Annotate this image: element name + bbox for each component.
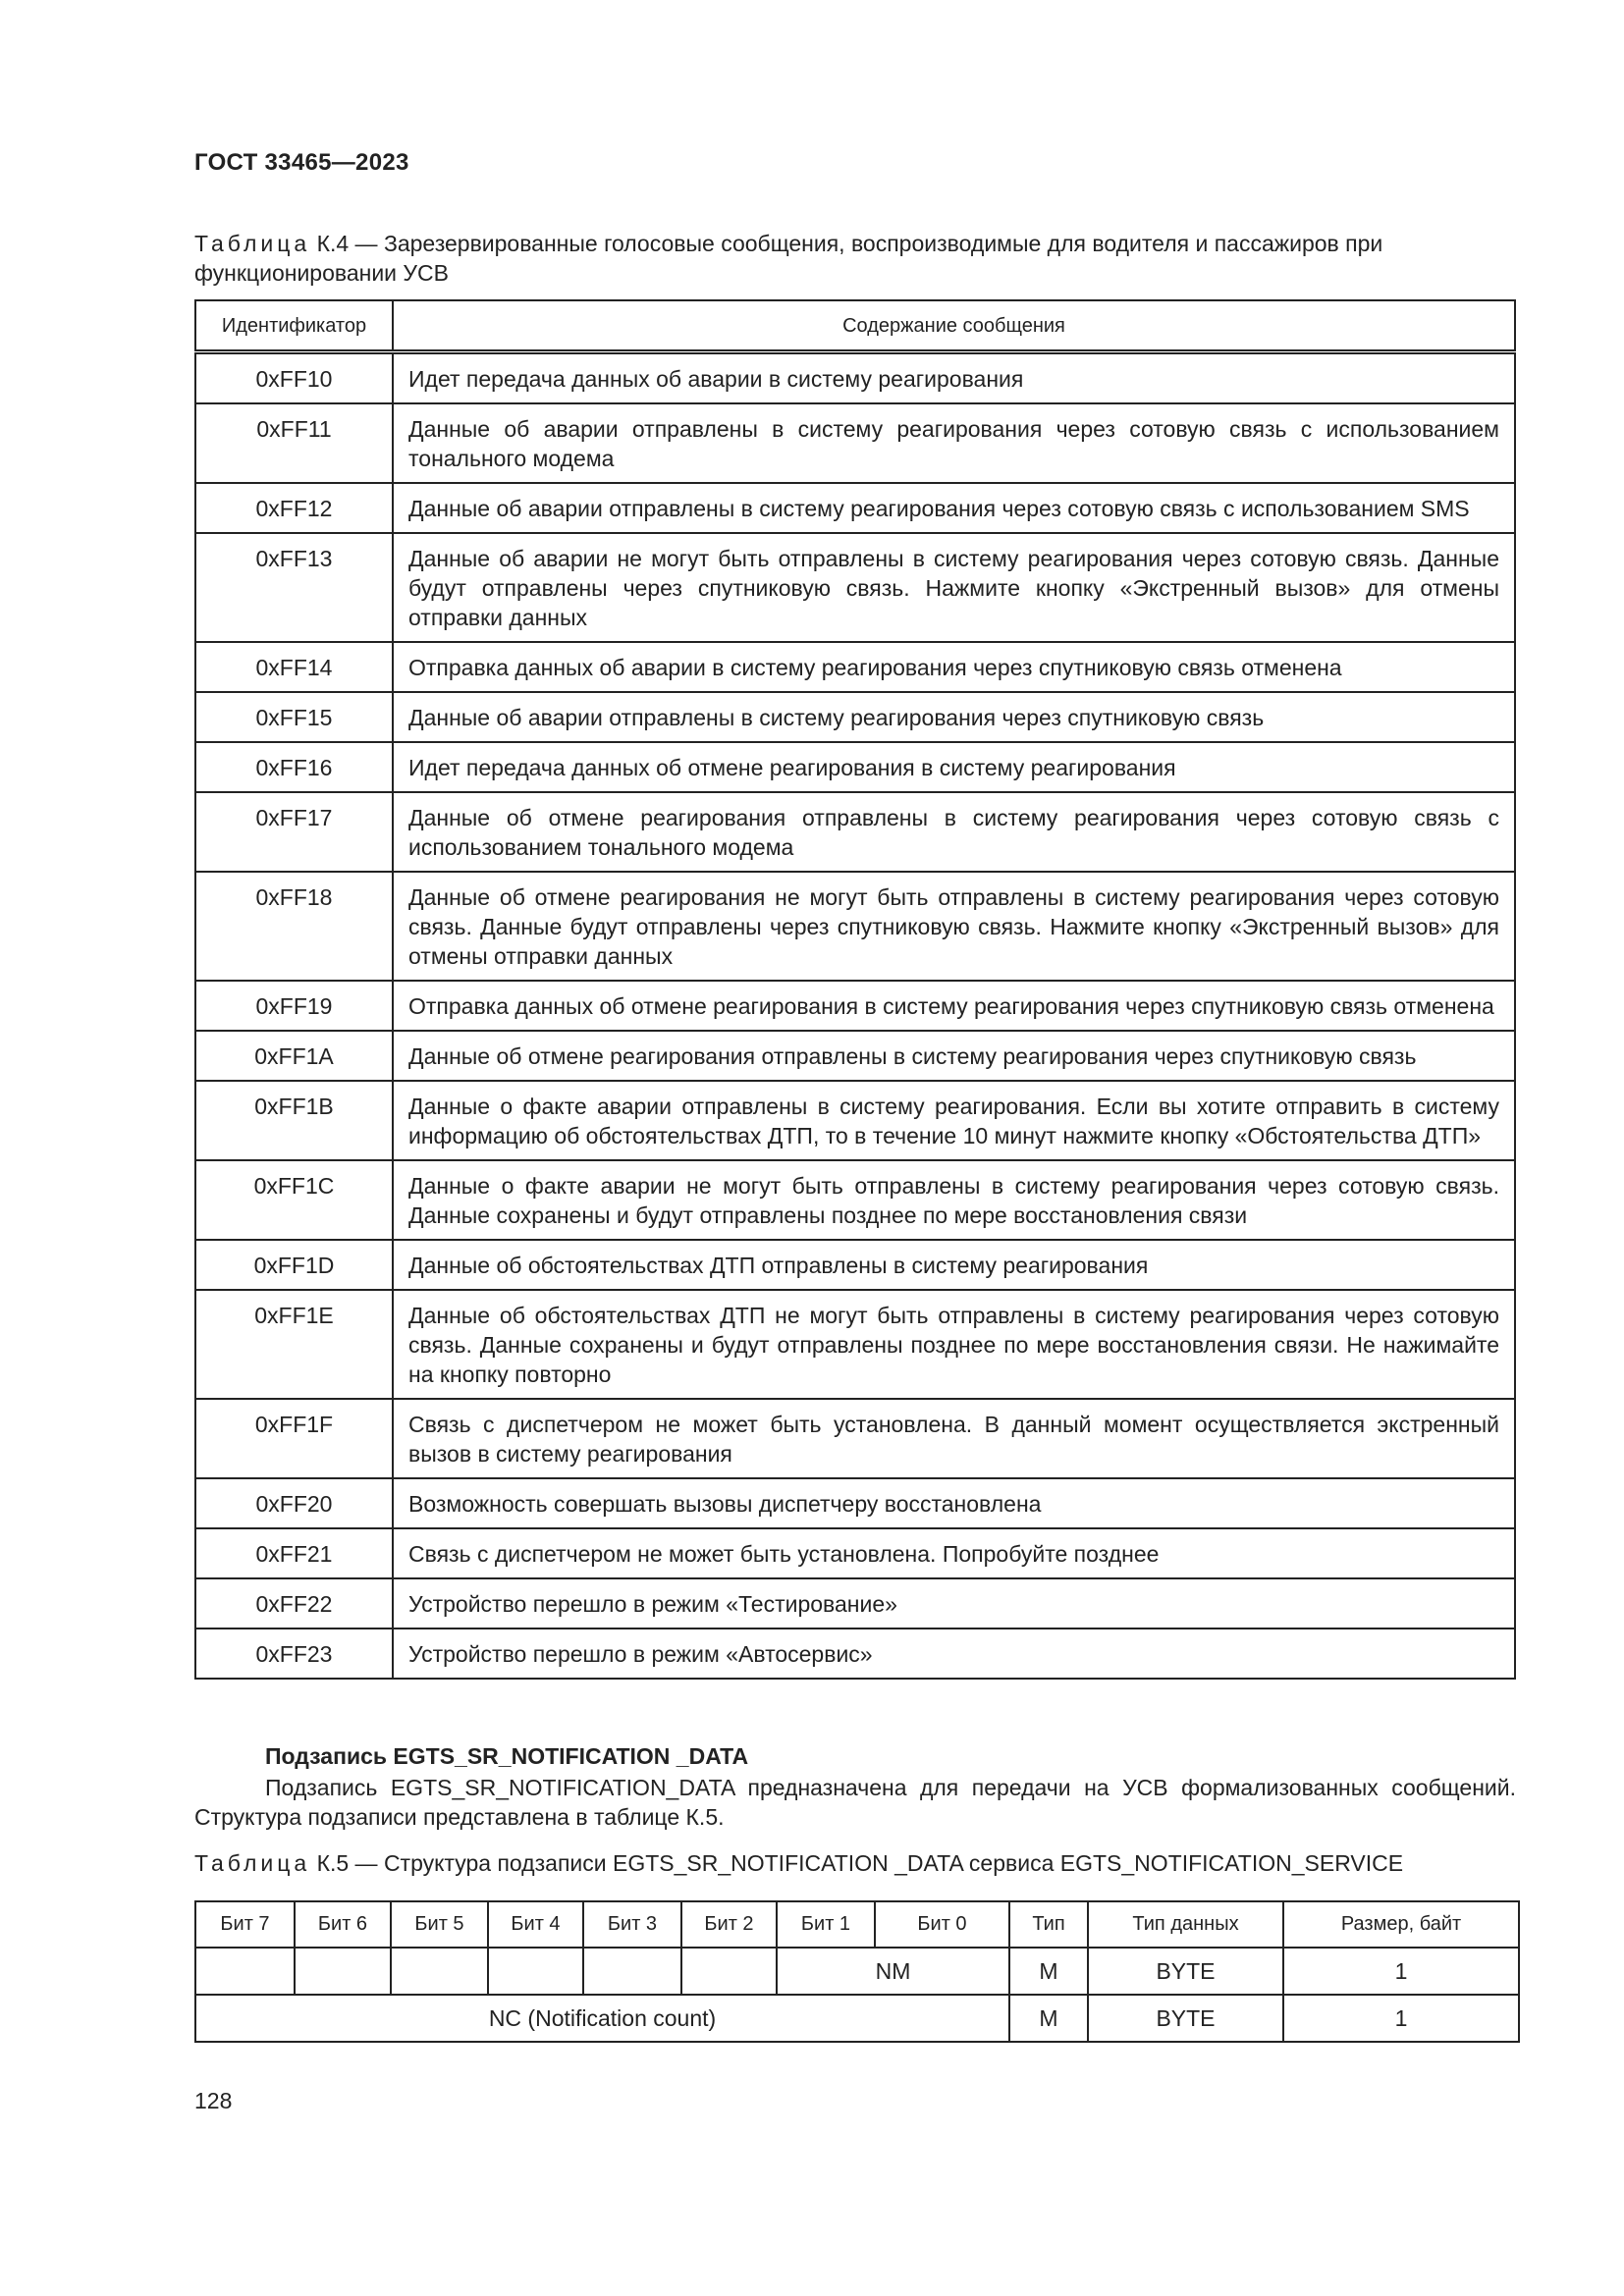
table-k4-body: [195, 352, 1515, 1680]
caption-label: Таблица: [194, 231, 311, 256]
message-content-cell: Данные об аварии отправлены в систему реагирования через сотовую связь с использованием тонального модема: [393, 403, 1515, 483]
header-bit6: Бит 6: [295, 1901, 391, 1948]
page-number: 128: [194, 2088, 233, 2113]
table-row: [195, 872, 1515, 981]
table-row: [195, 1240, 1515, 1290]
message-content-cell: Связь с диспетчером не может быть установлена. В данный момент осуществляется экстренный вызов в систему реагирования: [393, 1399, 1515, 1478]
size-cell: 1: [1283, 1948, 1519, 1995]
table-row: [195, 1399, 1515, 1478]
type-cell: M: [1009, 1995, 1088, 2042]
table-row: [195, 1948, 1519, 1995]
table-row: [195, 1629, 1515, 1679]
message-id-cell: 0xFF1E: [195, 1290, 393, 1399]
message-content-cell: Отправка данных об аварии в систему реагирования через спутниковую связь отменена: [393, 642, 1515, 692]
caption-text: К.4 — Зарезервированные голосовые сообщения, воспроизводимые для водителя и пассажиров при функционировании УСВ: [194, 231, 1383, 286]
empty-cell: [195, 1948, 295, 1995]
column-header-id: Идентификатор: [195, 300, 393, 352]
table-row: [195, 642, 1515, 692]
table-row: [195, 792, 1515, 872]
table-row: [195, 742, 1515, 792]
header-bit3: Бит 3: [583, 1901, 681, 1948]
header-size: Размер, байт: [1283, 1901, 1519, 1948]
message-content-cell: Данные об отмене реагирования отправлены в систему реагирования через сотовую связь с использованием тонального модема: [393, 792, 1515, 872]
message-content-cell: Отправка данных об отмене реагирования в систему реагирования через спутниковую связь отменена: [393, 981, 1515, 1031]
message-content-cell: Данные о факте аварии не могут быть отправлены в систему реагирования через сотовую связь. Данные сохранены и будут отправлены позднее по мере восстановления связи: [393, 1160, 1515, 1240]
message-id-cell: 0xFF18: [195, 872, 393, 981]
table-row: [195, 1528, 1515, 1578]
type-cell: M: [1009, 1948, 1088, 1995]
header-bit7: Бит 7: [195, 1901, 295, 1948]
empty-cell: [583, 1948, 681, 1995]
size-cell: 1: [1283, 1995, 1519, 2042]
message-content-cell: Устройство перешло в режим «Тестирование»: [393, 1578, 1515, 1629]
table-row: [195, 981, 1515, 1031]
table-row: [195, 1995, 1519, 2042]
field-name-cell: NC (Notification count): [195, 1995, 1009, 2042]
header-bit1: Бит 1: [777, 1901, 875, 1948]
message-content-cell: Данные об аварии отправлены в систему реагирования через сотовую связь с использованием SMS: [393, 483, 1515, 533]
message-id-cell: 0xFF10: [195, 352, 393, 404]
empty-cell: [391, 1948, 488, 1995]
table-header-row: [195, 300, 1515, 352]
message-content-cell: Данные об отмене реагирования отправлены в систему реагирования через спутниковую связь: [393, 1031, 1515, 1081]
table-row: [195, 1160, 1515, 1240]
table-k4-caption: [194, 229, 1516, 288]
message-id-cell: 0xFF22: [195, 1578, 393, 1629]
table-row: [195, 352, 1515, 404]
message-content-cell: Данные об обстоятельствах ДТП отправлены в систему реагирования: [393, 1240, 1515, 1290]
table-k4: [194, 299, 1516, 1680]
message-id-cell: 0xFF21: [195, 1528, 393, 1578]
table-header-row: [195, 1901, 1519, 1948]
caption-label: Таблица: [194, 1850, 311, 1876]
message-content-cell: Данные о факте аварии отправлены в систему реагирования. Если вы хотите отправить в систему информацию об обстоятельствах ДТП, то в течение 10 минут нажмите кнопку «Обстоятельства ДТП»: [393, 1081, 1515, 1160]
message-id-cell: 0xFF1B: [195, 1081, 393, 1160]
table-row: [195, 1578, 1515, 1629]
header-type: Тип: [1009, 1901, 1088, 1948]
message-id-cell: 0xFF1C: [195, 1160, 393, 1240]
message-id-cell: 0xFF23: [195, 1629, 393, 1679]
header-bit0: Бит 0: [875, 1901, 1009, 1948]
message-id-cell: 0xFF12: [195, 483, 393, 533]
header-bit5: Бит 5: [391, 1901, 488, 1948]
message-id-cell: 0xFF17: [195, 792, 393, 872]
subrecord-title: Подзапись EGTS_SR_NOTIFICATION _DATA: [265, 1743, 749, 1769]
message-content-cell: Данные об аварии отправлены в систему реагирования через спутниковую связь: [393, 692, 1515, 742]
header-bit2: Бит 2: [681, 1901, 777, 1948]
message-id-cell: 0xFF15: [195, 692, 393, 742]
table-k5: [194, 1900, 1520, 2043]
message-id-cell: 0xFF20: [195, 1478, 393, 1528]
table-k5-caption: [194, 1848, 1516, 1878]
table-row: [195, 1290, 1515, 1399]
data-type-cell: BYTE: [1088, 1995, 1283, 2042]
header-bit4: Бит 4: [488, 1901, 583, 1948]
message-content-cell: Данные об обстоятельствах ДТП не могут быть отправлены в систему реагирования через сотовую связь. Данные сохранены и будут отправлены позднее по мере восстановления связи. Не нажимайте на кнопку повторно: [393, 1290, 1515, 1399]
message-content-cell: Данные об отмене реагирования не могут быть отправлены в систему реагирования через сотовую связь. Данные будут отправлены через спутниковую связь. Нажмите кнопку «Экстренный вызов» для отмены отправки данных: [393, 872, 1515, 981]
table-row: [195, 1031, 1515, 1081]
message-content-cell: Идет передача данных об отмене реагирования в систему реагирования: [393, 742, 1515, 792]
data-type-cell: BYTE: [1088, 1948, 1283, 1995]
table-row: [195, 483, 1515, 533]
table-row: [195, 403, 1515, 483]
empty-cell: [681, 1948, 777, 1995]
message-id-cell: 0xFF19: [195, 981, 393, 1031]
table-row: [195, 1081, 1515, 1160]
subrecord-description: Подзапись EGTS_SR_NOTIFICATION_DATA предназначена для передачи на УСВ формализованных сообщений. Структура подзаписи представлена в таблице К.5.: [194, 1775, 1516, 1830]
message-content-cell: Данные об аварии не могут быть отправлены в систему реагирования через сотовую связь. Данные будут отправлены через спутниковую связь. Нажмите кнопку «Экстренный вызов» для отмены отправки данных: [393, 533, 1515, 642]
message-content-cell: Устройство перешло в режим «Автосервис»: [393, 1629, 1515, 1679]
field-name-cell: NM: [777, 1948, 1009, 1995]
message-id-cell: 0xFF14: [195, 642, 393, 692]
message-id-cell: 0xFF13: [195, 533, 393, 642]
message-id-cell: 0xFF11: [195, 403, 393, 483]
message-content-cell: Идет передача данных об аварии в систему реагирования: [393, 352, 1515, 404]
table-row: [195, 692, 1515, 742]
empty-cell: [295, 1948, 391, 1995]
header-data-type: Тип данных: [1088, 1901, 1283, 1948]
message-id-cell: 0xFF16: [195, 742, 393, 792]
message-content-cell: Связь с диспетчером не может быть установлена. Попробуйте позднее: [393, 1528, 1515, 1578]
empty-cell: [488, 1948, 583, 1995]
document-header: ГОСТ 33465—2023: [194, 149, 409, 176]
message-id-cell: 0xFF1F: [195, 1399, 393, 1478]
table-row: [195, 1478, 1515, 1528]
message-id-cell: 0xFF1A: [195, 1031, 393, 1081]
message-content-cell: Возможность совершать вызовы диспетчеру восстановлена: [393, 1478, 1515, 1528]
column-header-content: Содержание сообщения: [393, 300, 1515, 352]
caption-text: К.5 — Структура подзаписи EGTS_SR_NOTIFICATION _DATA сервиса EGTS_NOTIFICATION_SERVICE: [316, 1850, 1404, 1876]
message-id-cell: 0xFF1D: [195, 1240, 393, 1290]
table-row: [195, 533, 1515, 642]
